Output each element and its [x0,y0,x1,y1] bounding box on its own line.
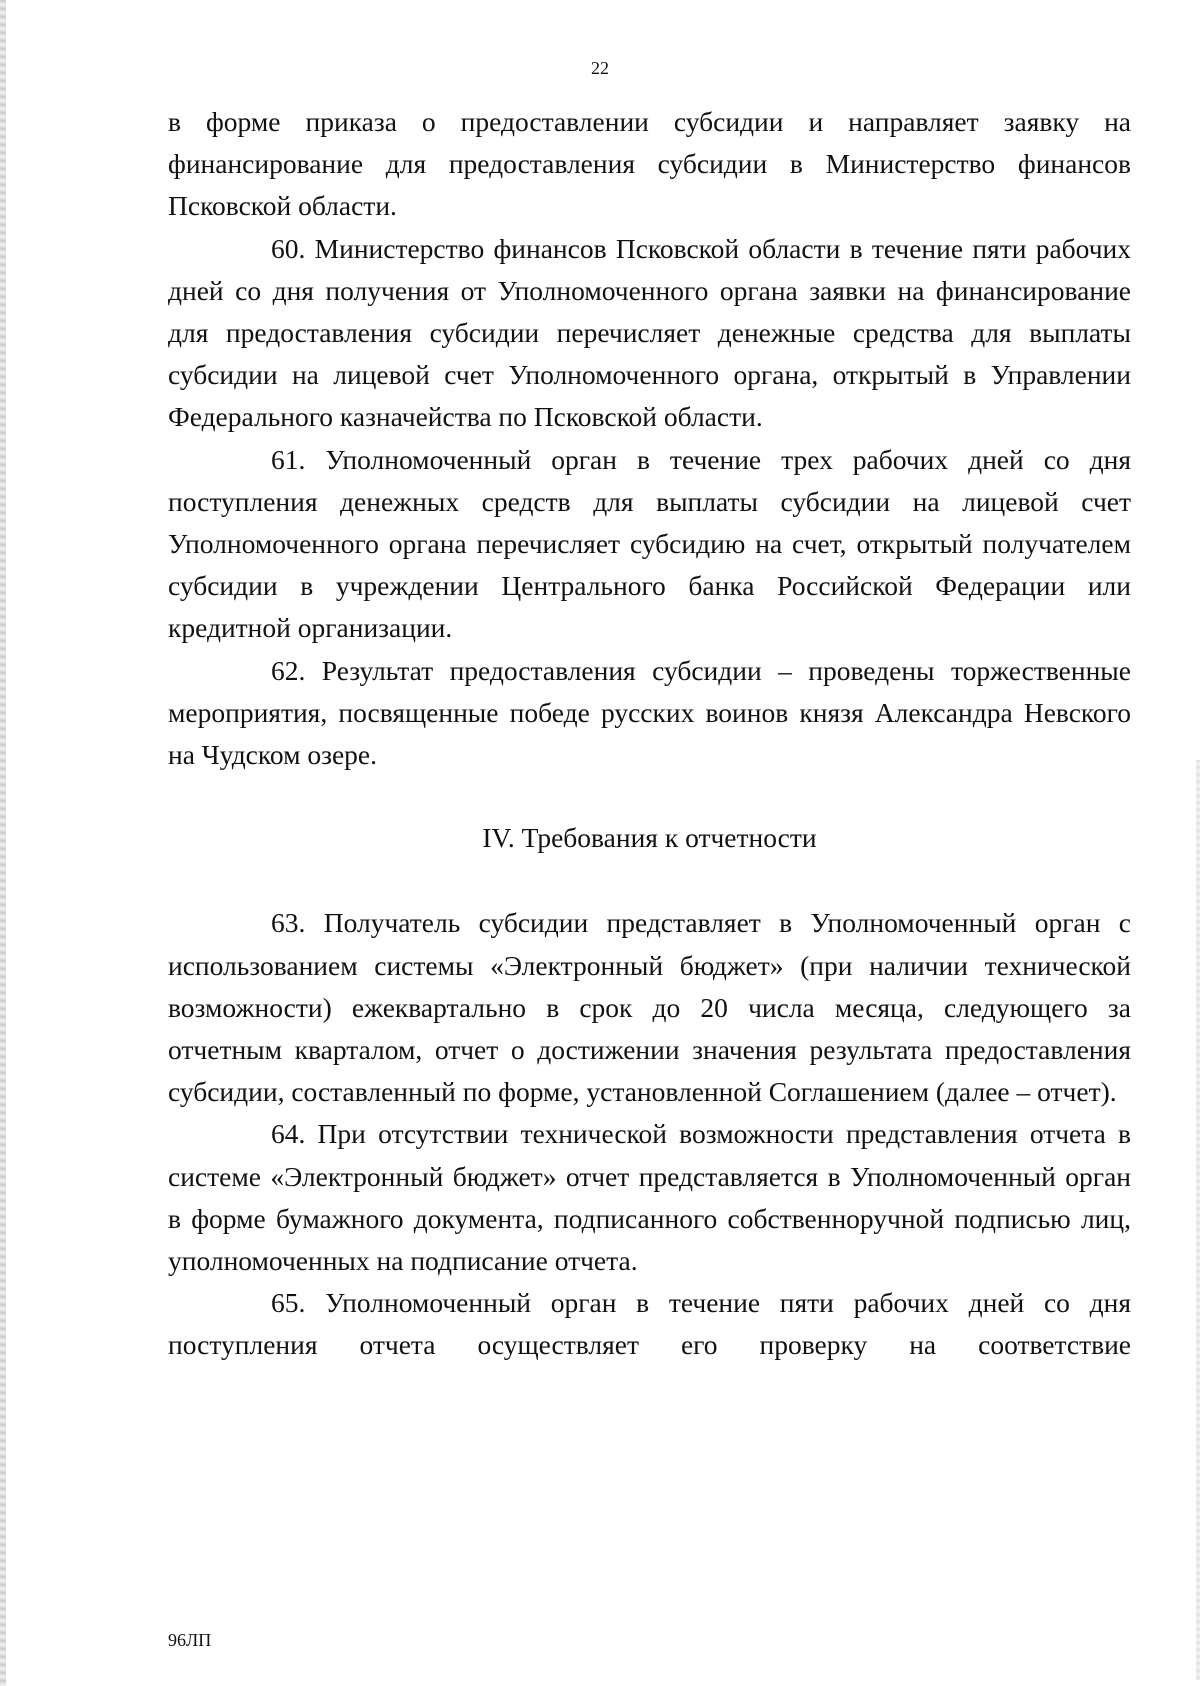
paragraph-63: 63. Получатель субсидии представляет в Уполномоченный орган с использованием системы «Электронный бюджет» (при наличии технической возможности) ежеквартально в срок до 20 числа месяца, следующего за отчетным кварталом, отчет о достижении значения результата предоставления субсидии, составленный по форме, установленной Соглашением (далее – отчет). [168,907,1131,1108]
document-body [168,101,1131,1367]
page-number: 22 [591,58,609,78]
section-heading: IV. Требования к отчетности [482,822,817,854]
paragraph-continuation: в форме приказа о предоставлении субсидии и направляет заявку на финансирование для предоставления субсидии в Министерство финансов Псковской области. [168,106,1131,222]
scan-edge-right [1196,760,1200,1680]
paragraph-62: 62. Результат предоставления субсидии – проведены торжественные мероприятия, посвященные победе русских воинов князя Александра Невского на Чудском озере. [168,654,1131,771]
scan-edge-left [0,0,6,1686]
paragraph-64: 64. При отсутствии технической возможности представления отчета в системе «Электронный бюджет» отчет представляется в Уполномоченный орган в форме бумажного документа, подписанного собственноручной подписью лиц, уполномоченных на подписание отчета. [168,1118,1131,1277]
paragraph-61: 61. Уполномоченный орган в течение трех рабочих дней со дня поступления денежных средств для выплаты субсидии на лицевой счет Уполномоченного органа перечисляет субсидию на счет, открытый получателем субсидии в учреждении Центрального банка Российской Федерации или кредитной организации. [168,443,1131,644]
footer-document-code: 96ЛП [168,1630,212,1650]
paragraph-65: 65. Уполномоченный орган в течение пяти рабочих дней со дня поступления отчета осуществляет его проверку на соответствие [168,1287,1131,1361]
paragraph-60: 60. Министерство финансов Псковской области в течение пяти рабочих дней со дня получения от Уполномоченного органа заявки на финансирование для предоставления субсидии перечисляет денежные средства для выплаты субсидии на лицевой счет Уполномоченного органа, открытый в Управлении Федерального казначейства по Псковской области. [168,232,1131,433]
